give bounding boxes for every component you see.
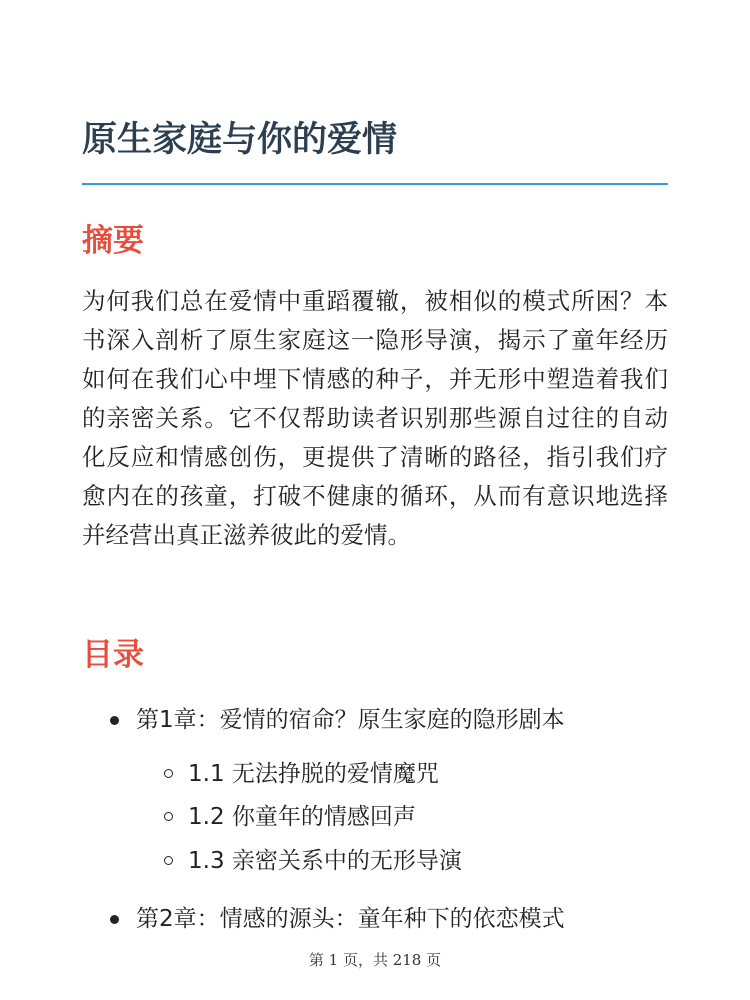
toc-section-label: 1.1 无法挣脱的爱情魔咒 [188,761,439,787]
abstract-text: 为何我们总在爱情中重蹈覆辙，被相似的模式所困？本书深入剖析了原生家庭这一隐形导演，揭示了童年经历如何在我们心中埋下情感的种子，并无形中塑造着我们的亲密关系。它不仅帮助读者识别那些源自过往的自动化反应和情感创伤，更提供了清晰的路径，指引我们疗愈内在的孩童，打破不健康的循环，从而有意识地选择并经营出真正滋养彼此的爱情。 [82,287,668,549]
toc-section-label: 1.2 你童年的情感回声 [188,804,416,830]
book-title: 原生家庭与你的爱情 [82,120,398,160]
bullet-icon [110,716,119,725]
title-divider [82,183,668,185]
toc-chapter-label: 第2章：情感的源头：童年种下的依恋模式 [136,906,565,932]
bullet-icon [110,915,119,924]
toc-chapter-label: 第1章：爱情的宿命？原生家庭的隐形剧本 [136,707,565,733]
circle-bullet-icon [164,856,173,865]
toc-heading: 目录 [82,637,144,673]
toc-section-label: 1.3 亲密关系中的无形导演 [188,848,462,874]
circle-bullet-icon [164,769,173,778]
circle-bullet-icon [164,812,173,821]
abstract-heading: 摘要 [82,223,144,259]
page-number: 第 1 页，共 218 页 [308,951,442,969]
